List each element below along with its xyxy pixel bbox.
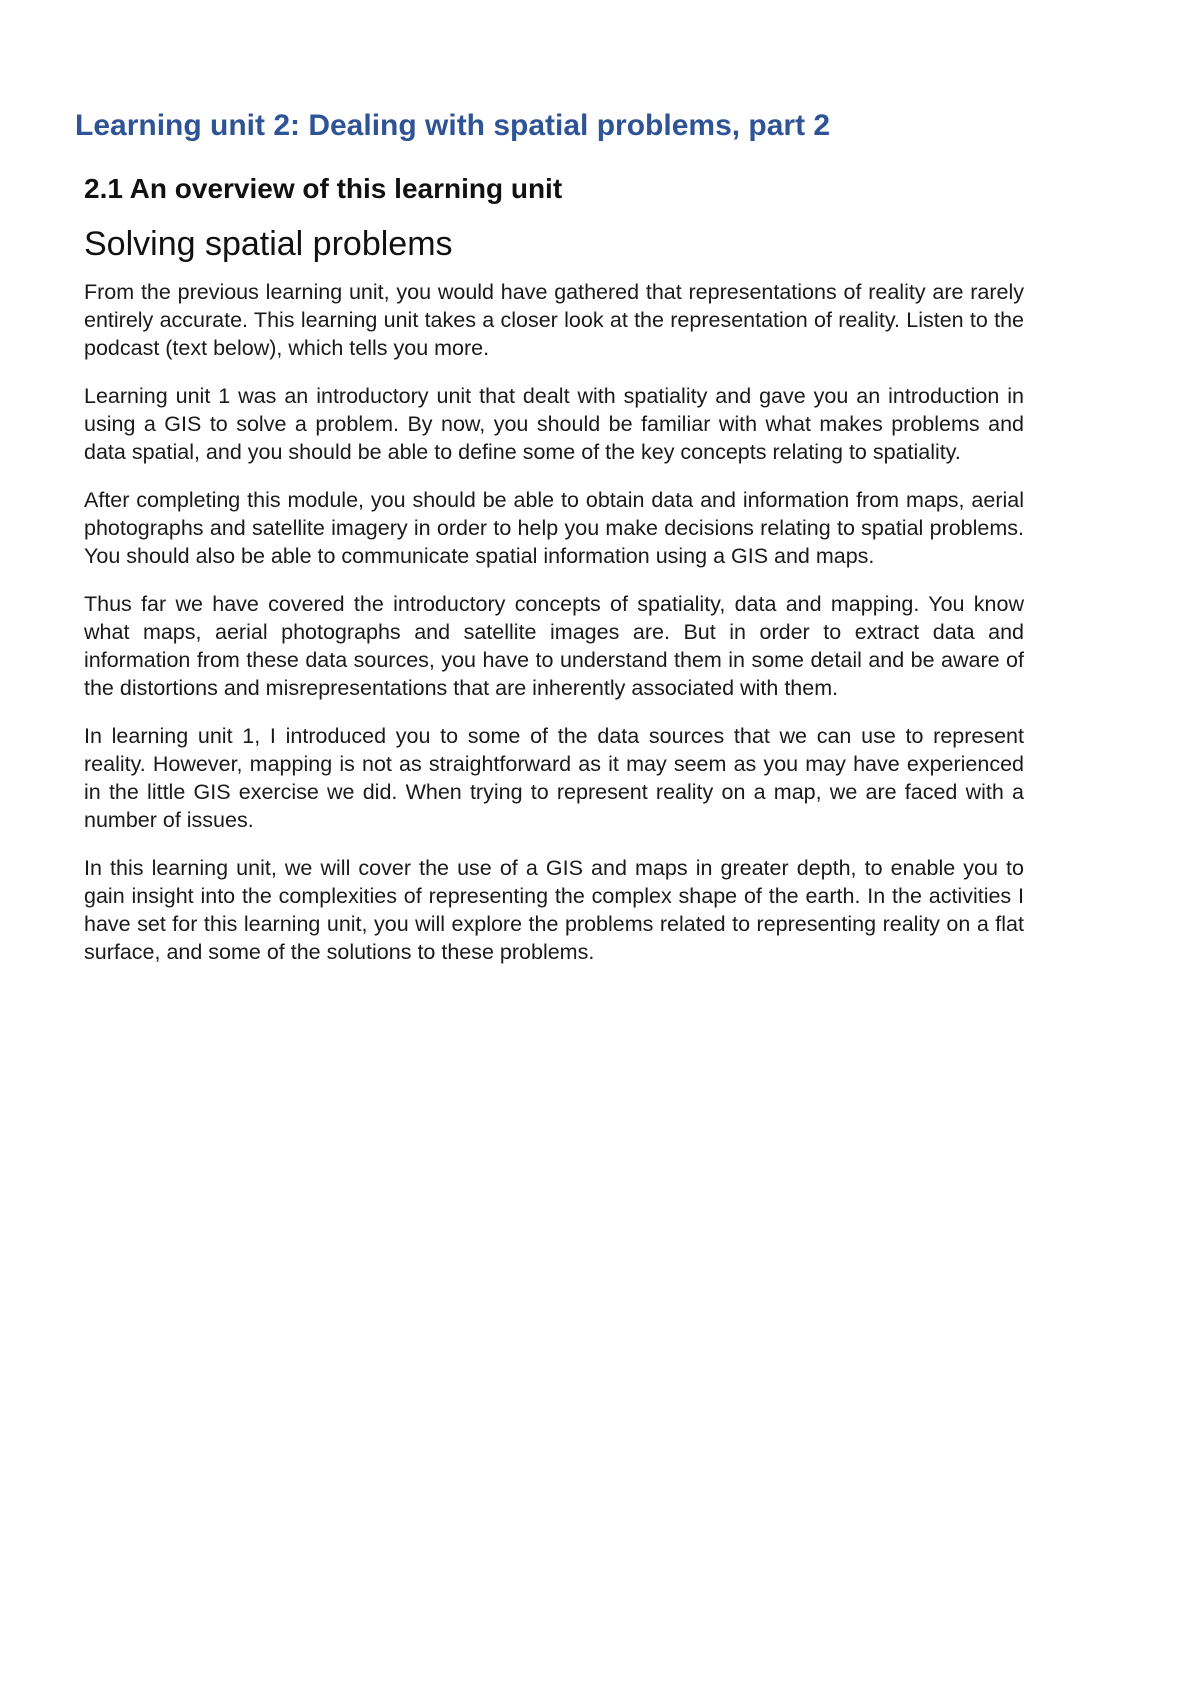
paragraph: Learning unit 1 was an introductory unit that dealt with spatiality and gave you an introduction in using a GIS to solve a problem. By now, you should be familiar with what makes problems and data spatial, and you should be able to define some of the key concepts relating to spatiality. <box>84 384 1024 465</box>
section-title: 2.1 An overview of this learning unit <box>84 173 563 204</box>
document-page <box>75 108 1024 986</box>
topic-title: Solving spatial problems <box>84 224 453 263</box>
unit-title: Learning unit 2: Dealing with spatial problems, part 2 <box>75 109 831 142</box>
paragraph: Thus far we have covered the introductory concepts of spatiality, data and mapping. You know what maps, aerial photographs and satellite images are. But in order to extract data and information from these data sources, you have to understand them in some detail and be aware of the distortions and misrepresentations that are inherently associated with them. <box>84 592 1024 701</box>
paragraph: After completing this module, you should be able to obtain data and information from maps, aerial photographs and satellite imagery in order to help you make decisions relating to spatial problems. You should also be able to communicate spatial information using a GIS and maps. <box>84 488 1024 569</box>
paragraph: From the previous learning unit, you would have gathered that representations of reality are rarely entirely accurate. This learning unit takes a closer look at the representation of reality. Listen to the podcast (text below), which tells you more. <box>84 280 1024 361</box>
paragraph: In learning unit 1, I introduced you to some of the data sources that we can use to represent reality. However, mapping is not as straightforward as it may seem as you may have experienced in the little GIS exercise we did. When trying to represent reality on a map, we are faced with a number of issues. <box>84 724 1024 833</box>
paragraph: In this learning unit, we will cover the use of a GIS and maps in greater depth, to enable you to gain insight into the complexities of representing the complex shape of the earth. In the activities I have set for this learning unit, you will explore the problems related to representing reality on a flat surface, and some of the solutions to these problems. <box>84 856 1024 965</box>
